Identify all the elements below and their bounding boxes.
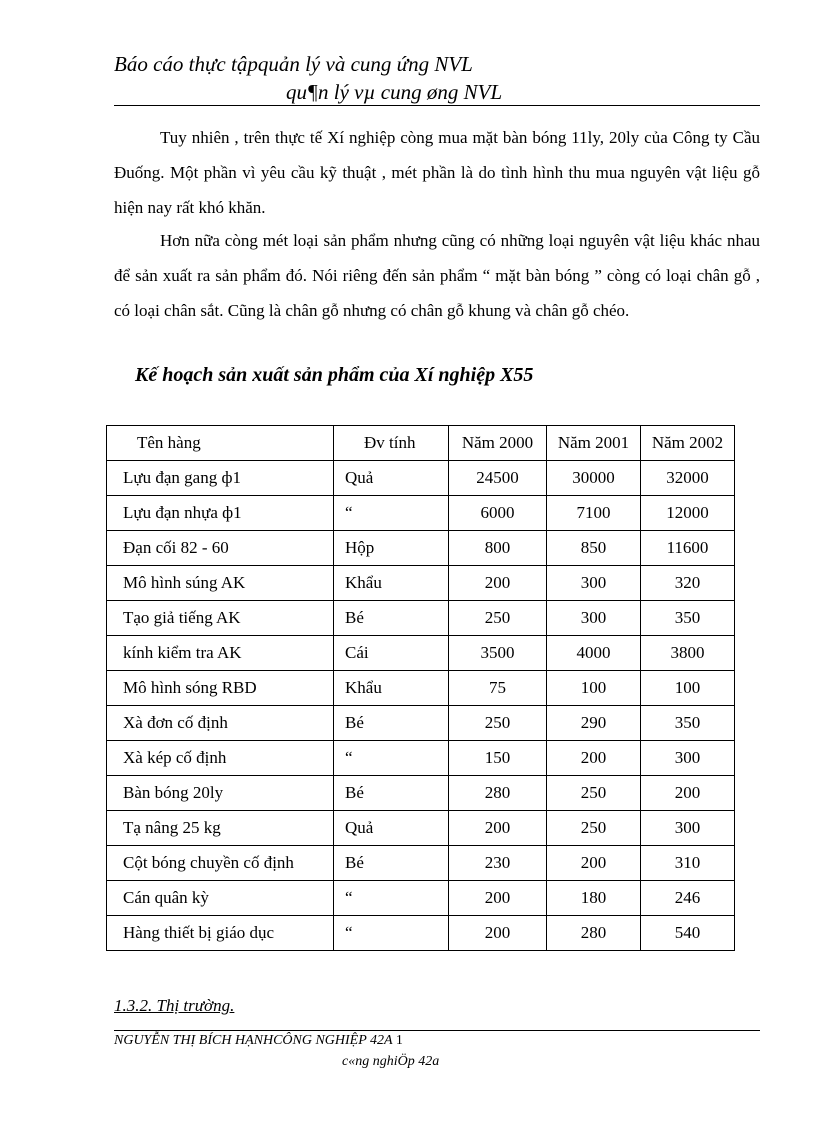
- table-cell: Xà kép cố định: [107, 741, 334, 776]
- footer-divider: [114, 1030, 760, 1031]
- table-cell: 250: [547, 811, 641, 846]
- table-cell: kính kiểm tra AK: [107, 636, 334, 671]
- table-cell: 350: [641, 706, 735, 741]
- table-cell: 350: [641, 601, 735, 636]
- paragraph-2: Hơn nữa còng mét loại sản phẩm nhưng cũng có những loại nguyên vật liệu khác nhau để sản xuất ra sản phẩm đó. Nói riêng đến sản phẩm “ mặt bàn bóng ” còng có loại chân gỗ , có loại chân sắt. Cũng là chân gỗ nhưng có chân gỗ khung và chân gỗ chéo.: [114, 231, 760, 320]
- footer-subline: c«ng nghiÖp 42a: [342, 1054, 440, 1069]
- table-cell: 250: [449, 601, 547, 636]
- table-cell: 6000: [449, 496, 547, 531]
- table-cell: 320: [641, 566, 735, 601]
- column-header: Năm 2000: [449, 426, 547, 461]
- table-cell: Tạo giả tiếng AK: [107, 601, 334, 636]
- table-cell: Cái: [334, 636, 449, 671]
- table-cell: “: [334, 916, 449, 951]
- table-cell: Lựu đạn gang ф1: [107, 461, 334, 496]
- table-cell: 200: [449, 811, 547, 846]
- production-plan-table: [106, 425, 735, 951]
- table-cell: 200: [449, 881, 547, 916]
- table-row: [107, 601, 735, 636]
- table-title: Kế hoạch sản xuất sản phẩm của Xí nghiệp X55: [135, 364, 534, 386]
- table-cell: 24500: [449, 461, 547, 496]
- table-cell: Khẩu: [334, 671, 449, 706]
- table-row: [107, 811, 735, 846]
- column-header: Tên hàng: [107, 426, 334, 461]
- page-number: 1: [395, 1033, 403, 1048]
- table-cell: 300: [641, 741, 735, 776]
- table-cell: 280: [547, 916, 641, 951]
- column-header: Năm 2001: [547, 426, 641, 461]
- table-cell: 200: [547, 741, 641, 776]
- table-cell: 250: [449, 706, 547, 741]
- table-row: [107, 916, 735, 951]
- column-header: Năm 2002: [641, 426, 735, 461]
- table-header-row: [107, 426, 735, 461]
- table-cell: Quả: [334, 461, 449, 496]
- table-cell: 540: [641, 916, 735, 951]
- table-cell: 300: [547, 601, 641, 636]
- table-cell: Bé: [334, 706, 449, 741]
- table-cell: Cán quân kỳ: [107, 881, 334, 916]
- table-cell: “: [334, 881, 449, 916]
- table-cell: Hàng thiết bị giáo dục: [107, 916, 334, 951]
- table-row: [107, 846, 735, 881]
- table-row: [107, 566, 735, 601]
- table-cell: 300: [641, 811, 735, 846]
- table-cell: Mô hình sóng RBD: [107, 671, 334, 706]
- column-header: Đv tính: [334, 426, 449, 461]
- table-cell: 100: [547, 671, 641, 706]
- table-cell: 75: [449, 671, 547, 706]
- table-cell: 230: [449, 846, 547, 881]
- table-cell: Đạn cối 82 - 60: [107, 531, 334, 566]
- table-cell: 4000: [547, 636, 641, 671]
- table-cell: 200: [449, 566, 547, 601]
- table-cell: Bàn bóng 20ly: [107, 776, 334, 811]
- table-cell: 200: [547, 846, 641, 881]
- page-header: [114, 50, 760, 106]
- table-row: [107, 461, 735, 496]
- table-cell: 180: [547, 881, 641, 916]
- table-cell: Cột bóng chuyền cố định: [107, 846, 334, 881]
- table-cell: 3500: [449, 636, 547, 671]
- header-subtitle: qu¶n lý vµ cung øng NVL: [286, 80, 503, 104]
- table-cell: 246: [641, 881, 735, 916]
- table-cell: “: [334, 496, 449, 531]
- table-row: [107, 776, 735, 811]
- table-row: [107, 671, 735, 706]
- table-row: [107, 636, 735, 671]
- table-cell: 200: [449, 916, 547, 951]
- table-cell: 310: [641, 846, 735, 881]
- table-cell: Mô hình súng AK: [107, 566, 334, 601]
- table-cell: Lựu đạn nhựa ф1: [107, 496, 334, 531]
- table-cell: Quả: [334, 811, 449, 846]
- table-cell: Khẩu: [334, 566, 449, 601]
- table-cell: 150: [449, 741, 547, 776]
- table-cell: Xà đơn cố định: [107, 706, 334, 741]
- table-cell: Tạ nâng 25 kg: [107, 811, 334, 846]
- table-cell: 300: [547, 566, 641, 601]
- table-cell: 850: [547, 531, 641, 566]
- table-row: [107, 741, 735, 776]
- table-cell: Hộp: [334, 531, 449, 566]
- table-cell: 30000: [547, 461, 641, 496]
- paragraph-1: Tuy nhiên , trên thực tế Xí nghiệp còng mua mặt bàn bóng 11ly, 20ly của Công ty Cầu Đuống. Một phần vì yêu cầu kỹ thuật , mét phần là do tình hình thu mua nguyên vật liệu gỗ hiện nay rất khó khăn.: [114, 128, 760, 217]
- table-cell: 3800: [641, 636, 735, 671]
- table-cell: 290: [547, 706, 641, 741]
- table-cell: 12000: [641, 496, 735, 531]
- table-row: [107, 496, 735, 531]
- table-row: [107, 531, 735, 566]
- table-row: [107, 881, 735, 916]
- table-cell: 200: [641, 776, 735, 811]
- footer-author: NGUYỄN THỊ BÍCH HẠNHCÔNG NGHIỆP 42A 1: [114, 1033, 403, 1048]
- section-heading: 1.3.2. Thị trường.: [114, 996, 235, 1015]
- table-cell: 7100: [547, 496, 641, 531]
- table-row: [107, 706, 735, 741]
- header-title: Báo cáo thực tậpquản lý và cung ứng NVL: [114, 52, 473, 76]
- table-cell: Bé: [334, 776, 449, 811]
- table-cell: 800: [449, 531, 547, 566]
- table-cell: Bé: [334, 601, 449, 636]
- table-cell: 100: [641, 671, 735, 706]
- table-cell: “: [334, 741, 449, 776]
- table-cell: 32000: [641, 461, 735, 496]
- table-cell: 250: [547, 776, 641, 811]
- table-cell: 11600: [641, 531, 735, 566]
- table-cell: 280: [449, 776, 547, 811]
- header-divider: [114, 105, 760, 106]
- table-cell: Bé: [334, 846, 449, 881]
